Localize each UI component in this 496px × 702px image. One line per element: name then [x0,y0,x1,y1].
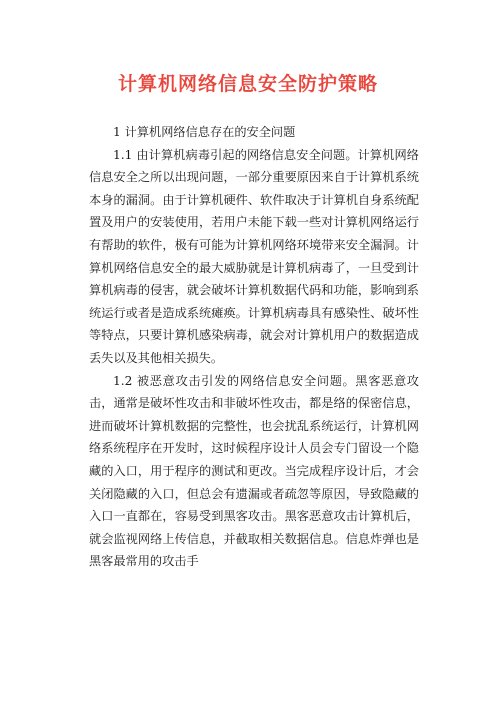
paragraph-virus-threat: 1.1 由计算机病毒引起的网络信息安全问题。计算机网络信息安全之所以出现问题，一部分重要原因来自于计算机系统本身的漏洞。由于计算机硬件、软件取决于计算机自身系统配置及用户的安装使用，若用户未能下载一些对计算机网络运行有帮助的软件，极有可能为计算机网络环境带来安全漏洞。计算机网络信息安全的最大威胁就是计算机病毒了，一旦受到计算机病毒的侵害，就会破坏计算机数据代码和功能，影响到系统运行或者是造成系统瘫痪。计算机病毒具有感染性、破坏性等特点，只要计算机感染病毒，就会对计算机用户的数据造成丢失以及其他相关损失。 [89,147,419,365]
document-body [89,121,419,573]
section-heading: 1 计算机网络信息存在的安全问题 [113,125,296,139]
document-title: 计算机网络信息安全防护策略 [117,73,378,95]
paragraph-malicious-attack: 1.2 被恶意攻击引发的网络信息安全问题。黑客恶意攻击，通常是破坏性攻击和非破坏性攻击，都是络的保密信息，进而破坏计算机数据的完整性，也会扰乱系统运行，计算机网络系统程序在开发时，这时候程序设计人员会专门留设一个隐藏的入口，用于程序的测试和更改。当完成程序设计后，才会关闭隐藏的入口，但总会有遗漏或者疏忽等原因，导致隐藏的入口一直都在，容易受到黑客攻击。黑客恶意攻击计算机后，就会监视网络上传信息，并截取相关数据信息。信息炸弹也是黑客最常用的攻击手 [89,373,419,569]
